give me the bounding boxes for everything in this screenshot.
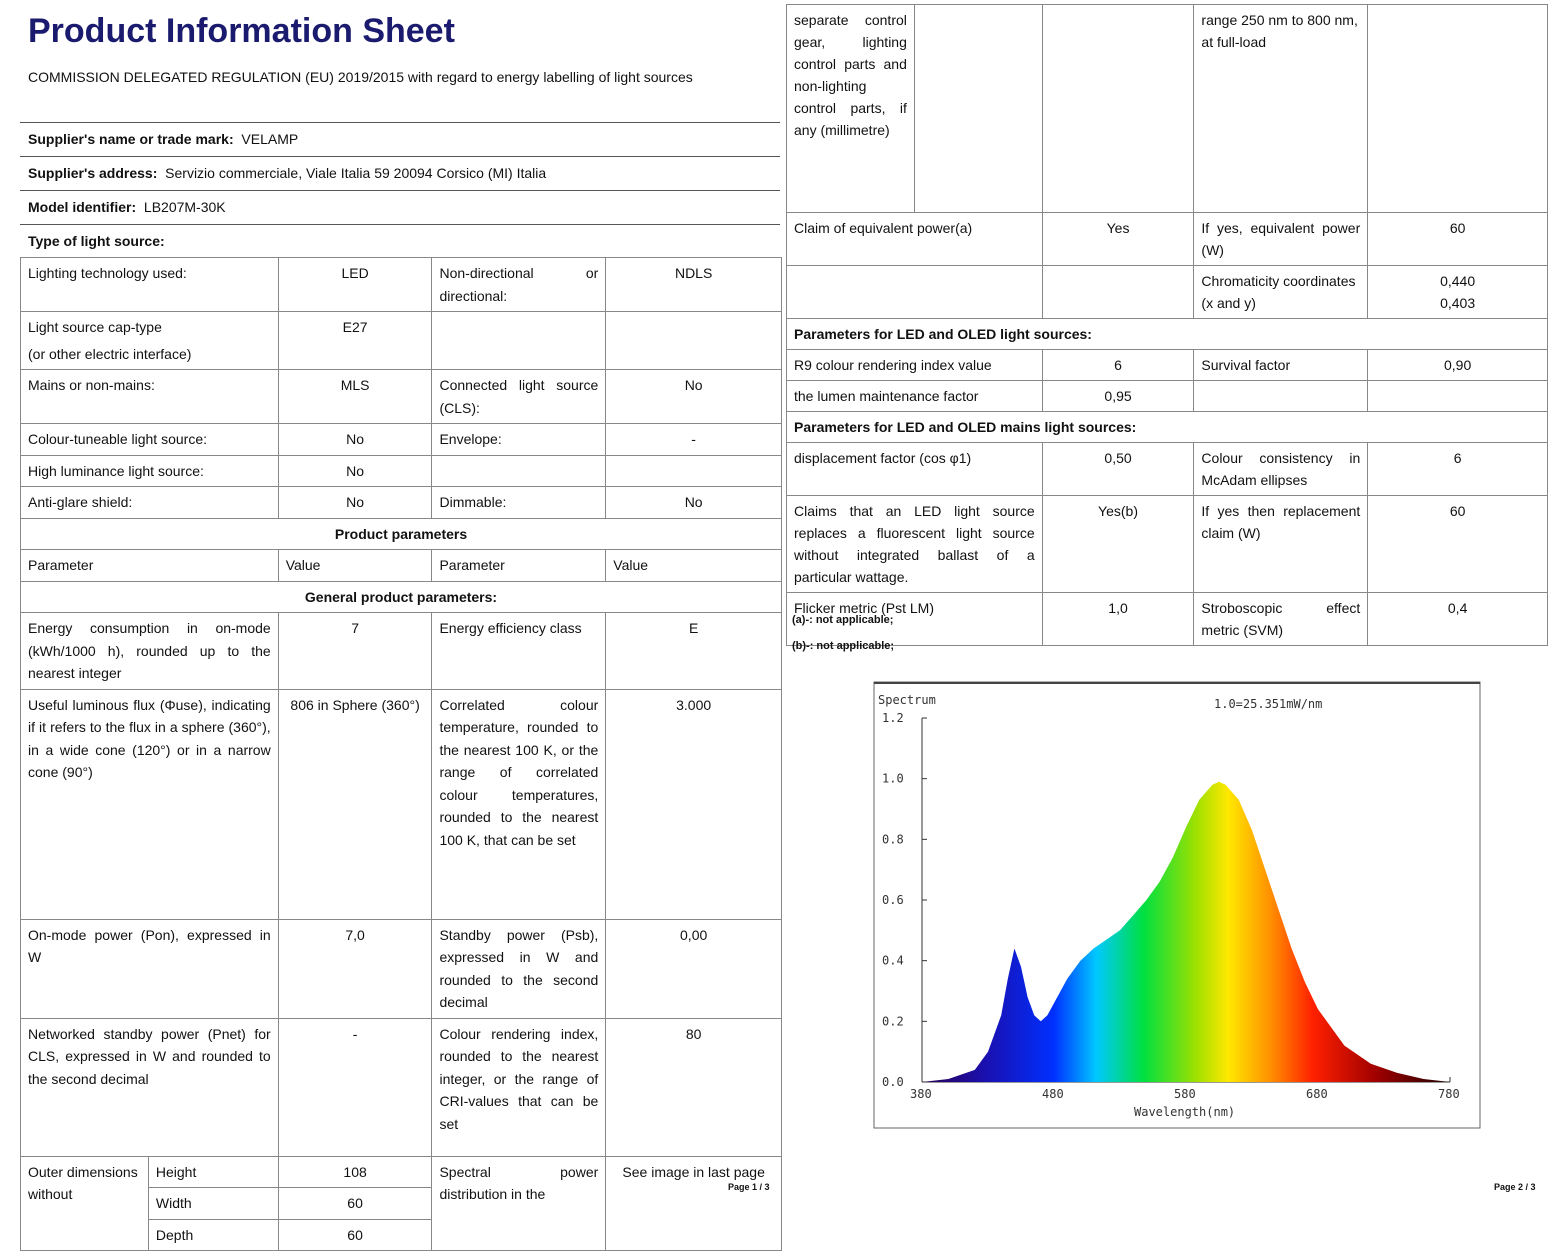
energy-label: Energy consumption in on-mode (kWh/1000 h), rounded up to the nearest integer: [21, 613, 279, 690]
tune-value: No: [278, 424, 432, 456]
pon-value: 7,0: [278, 919, 432, 1018]
outer-label: Outer dimensions without: [21, 1156, 149, 1251]
tune-label: Colour-tuneable light source:: [21, 424, 279, 456]
cap-value: E27: [278, 312, 432, 370]
chrom-empty-2: [1042, 266, 1194, 319]
col-header-param: Parameter: [21, 550, 279, 582]
flux-label: Useful luminous flux (Φuse), indicating if it refers to the flux in a sphere (360°), in a wide cone (120°) or in a narrow cone (90°): [21, 689, 279, 919]
cont-empty-3: [1368, 5, 1548, 213]
cc-value: 6: [1368, 443, 1548, 496]
eqp-w-value: 60: [1368, 213, 1548, 266]
type-heading: Type of light source:: [28, 233, 165, 249]
chrom-label: Chromaticity coordinates (x and y): [1194, 266, 1368, 319]
repl-value: 60: [1368, 496, 1548, 593]
x-tick-label: 580: [1174, 1087, 1196, 1101]
address-value: Servizio commerciale, Viale Italia 59 20094 Corsico (MI) Italia: [165, 165, 547, 181]
env-value: -: [606, 424, 782, 456]
spd-label: Spectral power distribution in the: [432, 1156, 606, 1251]
mains-heading: Parameters for LED and OLED mains light sources:: [787, 412, 1548, 443]
footnote-a: (a)-: not applicable;: [792, 614, 894, 626]
model-label: Model identifier:: [28, 199, 137, 215]
hl-value: No: [278, 455, 432, 487]
r9-label: R9 colour rendering index value: [787, 350, 1043, 381]
psb-label: Standby power (Psb), expressed in W and rounded to the second decimal: [432, 919, 606, 1018]
hl-empty: [432, 455, 606, 487]
footnote-b: (b)-: not applicable;: [792, 640, 895, 652]
y-tick-label: 0.4: [882, 953, 904, 968]
y-tick-label: 0.6: [882, 893, 904, 907]
y-tick-label: 1.0: [882, 771, 904, 786]
x-tick-label: 680: [1306, 1087, 1328, 1101]
cct-value: 3.000: [606, 689, 782, 919]
env-label: Envelope:: [432, 424, 606, 456]
hl-empty-2: [606, 455, 782, 487]
cct-label: Correlated colour temperature, rounded to the nearest 100 K, or the range of correlated colour temperatures, rounded to the nearest 100 K, that can be set: [432, 689, 606, 919]
hl-label: High luminance light source:: [21, 455, 279, 487]
page-number-1: Page 1 / 3: [728, 1182, 770, 1192]
tech-value: LED: [278, 258, 432, 312]
supplier-label: Supplier's name or trade mark:: [28, 131, 234, 147]
y-tick-label: 0.8: [882, 832, 904, 847]
chart-annotation: 1.0=25.351mW/nm: [1214, 697, 1323, 711]
pst-value: 1,0: [1042, 593, 1194, 646]
spd-value: See image in last page: [606, 1156, 782, 1251]
flux-value: 806 in Sphere (360°): [278, 689, 432, 919]
pon-label: On-mode power (Pon), expressed in W: [21, 919, 279, 1018]
product-table-continued: [786, 4, 1548, 646]
chart-title: Spectrum: [878, 693, 936, 707]
depth-value: 60: [278, 1219, 432, 1251]
ag-value: No: [278, 487, 432, 519]
lm-value: 0,95: [1042, 381, 1194, 412]
x-tick-label: 480: [1042, 1087, 1064, 1101]
cri-value: 80: [606, 1018, 782, 1156]
height-value: 108: [278, 1156, 432, 1188]
cont-empty-2: [1042, 5, 1194, 213]
dim-value: No: [606, 487, 782, 519]
lm-empty: [1194, 381, 1368, 412]
dim-label: Dimmable:: [432, 487, 606, 519]
dir-label: Non-directional or directional:: [432, 258, 606, 312]
class-label: Energy efficiency class: [432, 613, 606, 690]
x-axis-label: Wavelength(nm): [1134, 1105, 1236, 1119]
product-params-heading: Product parameters: [21, 518, 782, 550]
lm-label: the lumen maintenance factor: [787, 381, 1043, 412]
claim-value: Yes(b): [1042, 496, 1194, 593]
general-heading: General product parameters:: [21, 581, 782, 613]
cls-label: Connected light source (CLS):: [432, 370, 606, 424]
pnet-label: Networked standby power (Pnet) for CLS, expressed in W and rounded to the second decimal: [21, 1018, 279, 1156]
regulation-subtitle: COMMISSION DELEGATED REGULATION (EU) 2019/2015 with regard to energy labelling of light sources: [28, 69, 693, 85]
eqp-w-label: If yes, equivalent power (W): [1194, 213, 1368, 266]
chrom-y: 0,403: [1440, 295, 1476, 311]
eqp-label: Claim of equivalent power(a): [787, 213, 1043, 266]
depth-label: Depth: [148, 1219, 278, 1251]
cri-label: Colour rendering index, rounded to the nearest integer, or the range of CRI-values that can be set: [432, 1018, 606, 1156]
cont-right: range 250 nm to 800 nm, at full-load: [1194, 5, 1368, 213]
page-number-2: Page 2 / 3: [1494, 1182, 1536, 1192]
cap-empty: [432, 312, 606, 370]
x-tick-label: 380: [910, 1087, 932, 1101]
x-tick-label: 780: [1438, 1087, 1460, 1101]
y-tick-label: 0.2: [882, 1014, 904, 1029]
cos-label: displacement factor (cos φ1): [787, 443, 1043, 496]
width-value: 60: [278, 1188, 432, 1220]
y-tick-label: 0.0: [882, 1075, 904, 1089]
cc-label: Colour consistency in McAdam ellipses: [1194, 443, 1368, 496]
cls-value: No: [606, 370, 782, 424]
address-label: Supplier's address:: [28, 165, 158, 181]
mains-value: MLS: [278, 370, 432, 424]
cos-value: 0,50: [1042, 443, 1194, 496]
supplier-row: [20, 122, 780, 156]
mains-label: Mains or non-mains:: [21, 370, 279, 424]
svm-label: Stroboscopic effect metric (SVM): [1194, 593, 1368, 646]
model-value: LB207M-30K: [143, 199, 226, 215]
cap-label: [21, 312, 279, 370]
page-title: Product Information Sheet: [28, 12, 455, 50]
tech-label: Lighting technology used:: [21, 258, 279, 312]
psb-value: 0,00: [606, 919, 782, 1018]
chrom-empty: [787, 266, 1043, 319]
cont-label: separate control gear, lighting control parts and non-lighting control parts, if any (millimetre): [787, 5, 915, 213]
col-header-value: Value: [278, 550, 432, 582]
cap-label-line1: Light source cap-type: [28, 319, 162, 335]
address-row: [20, 156, 780, 190]
height-label: Height: [148, 1156, 278, 1188]
ag-label: Anti-glare shield:: [21, 487, 279, 519]
col-header-value-2: Value: [606, 550, 782, 582]
chrom-x: 0,440: [1440, 273, 1476, 289]
pnet-value: -: [278, 1018, 432, 1156]
col-header-param-2: Parameter: [432, 550, 606, 582]
spectrum-chart: [874, 682, 1480, 1128]
cap-label-line2: (or other electric interface): [28, 345, 192, 362]
led-heading: Parameters for LED and OLED light sources:: [787, 319, 1548, 350]
y-tick-label: 1.2: [882, 711, 904, 725]
cont-empty-1: [914, 5, 1042, 213]
width-label: Width: [148, 1188, 278, 1220]
supplier-value: VELAMP: [241, 131, 299, 147]
energy-value: 7: [278, 613, 432, 690]
eqp-value: Yes: [1042, 213, 1194, 266]
type-heading-row: [20, 224, 780, 258]
class-value: E: [606, 613, 782, 690]
repl-label: If yes then replacement claim (W): [1194, 496, 1368, 593]
svm-value: 0,4: [1368, 593, 1548, 646]
claim-label: Claims that an LED light source replaces a fluorescent light source without integrated ballast of a particular wattage.: [787, 496, 1043, 593]
pst-label: Flicker metric (Pst LM): [787, 593, 1043, 646]
model-row: [20, 190, 780, 224]
surv-value: 0,90: [1368, 350, 1548, 381]
r9-value: 6: [1042, 350, 1194, 381]
cap-empty-2: [606, 312, 782, 370]
surv-label: Survival factor: [1194, 350, 1368, 381]
dir-value: NDLS: [606, 258, 782, 312]
product-table: [20, 257, 782, 1251]
chrom-values: [1368, 266, 1548, 319]
lm-empty-2: [1368, 381, 1548, 412]
